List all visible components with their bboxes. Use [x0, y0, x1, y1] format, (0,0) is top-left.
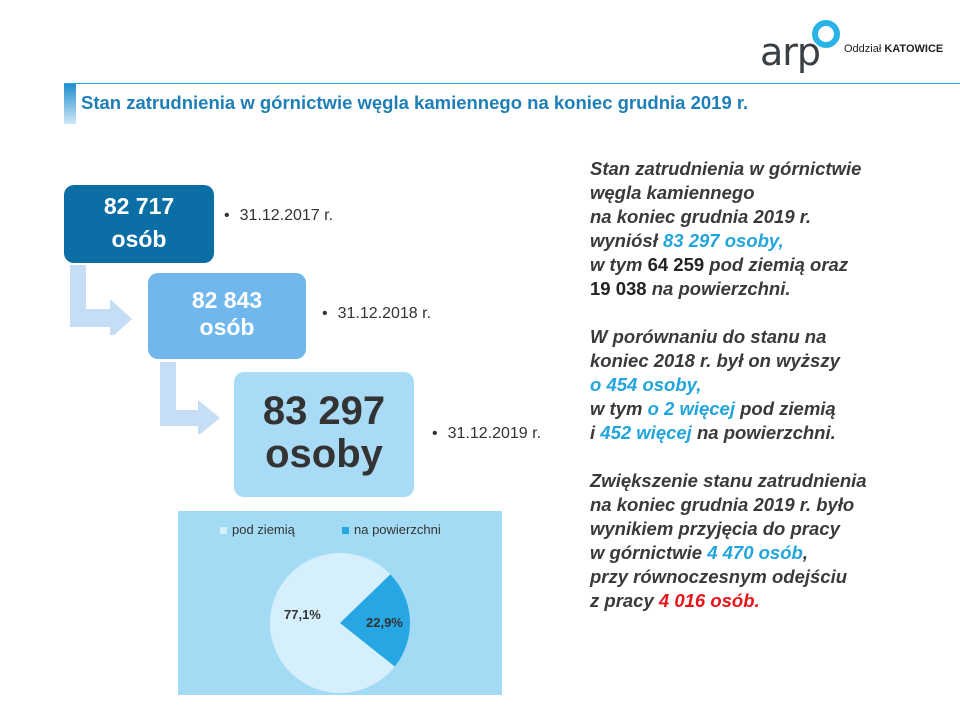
employment-2019-box — [234, 372, 414, 497]
employment-2017-box — [64, 185, 214, 263]
date-2018-label: 31.12.2018 r. — [337, 305, 432, 322]
summary-line: na koniec grudnia 2019 r. było — [590, 494, 855, 515]
highlight-total: 83 297 osoby, — [663, 230, 784, 251]
employment-2018-unit: osób — [199, 314, 255, 340]
arrow-icon — [158, 362, 222, 434]
highlight-left: 4 016 — [658, 590, 706, 611]
highlight-left-unit: osób. — [705, 590, 760, 611]
pie-label-surface: 22,9% — [366, 615, 403, 630]
text-span: pod ziemią oraz — [704, 254, 849, 275]
highlight-hired: 4 470 osób — [707, 542, 803, 563]
pie-svg — [178, 511, 502, 695]
value-underground: 64 259 — [647, 254, 705, 275]
summary-line: na koniec grudnia 2019 r. — [590, 206, 812, 227]
text-span: i — [590, 422, 601, 443]
summary-line: Stan zatrudnienia w górnictwie — [590, 158, 862, 179]
text-span: w tym — [590, 254, 648, 275]
summary-line: o 454 osoby, — [590, 374, 702, 395]
value-surface: 19 038 — [590, 278, 647, 299]
summary-line: W porównaniu do stanu na — [590, 326, 827, 347]
text-span: z pracy — [590, 590, 659, 611]
date-2018: • 31.12.2018 r. — [322, 305, 432, 322]
date-2019: • 31.12.2019 r. — [432, 425, 542, 442]
logo-brand: arp — [760, 30, 821, 74]
summary-line: węgla kamiennego — [590, 182, 755, 203]
employment-2017-value: 82 717 — [103, 193, 175, 219]
branch-city: KATOWICE — [884, 43, 944, 55]
summary-line — [590, 253, 960, 277]
date-2017-label: 31.12.2017 r. — [239, 207, 334, 224]
summary-line — [590, 589, 960, 613]
text-span: wyniósł — [590, 230, 663, 251]
text-span: na powierzchni. — [646, 278, 791, 299]
legend-label: na powierzchni — [354, 522, 441, 537]
text-span: na powierzchni. — [691, 422, 836, 443]
page-title: Stan zatrudnienia w górnictwie węgla kamiennego na koniec grudnia 2019 r. — [81, 92, 749, 113]
text-span: , — [802, 542, 808, 563]
summary-line — [590, 541, 960, 565]
summary-line: przy równoczesnym odejściu — [590, 566, 848, 587]
branch-prefix: Oddział — [844, 43, 882, 55]
date-2019-label: 31.12.2019 r. — [447, 425, 542, 442]
header-accent-bar — [64, 84, 76, 124]
employment-2019-unit: osoby — [265, 432, 383, 476]
summary-line — [590, 277, 960, 301]
highlight-surface-diff: 452 więcej — [600, 422, 692, 443]
summary-line: Zwiększenie stanu zatrudnienia — [590, 470, 867, 491]
text-span: w tym — [590, 398, 648, 419]
employment-2019-value: 83 297 — [262, 389, 386, 433]
summary-line: wynikiem przyjęcia do pracy — [590, 518, 840, 539]
logo-ring-icon — [810, 18, 842, 50]
pie-label-underground: 77,1% — [284, 607, 321, 622]
logo-branch — [844, 43, 943, 55]
text-span: w górnictwie — [590, 542, 708, 563]
summary-line: koniec 2018 r. był on wyższy — [590, 350, 840, 371]
text-span: pod ziemią — [734, 398, 836, 419]
summary-text — [590, 157, 960, 613]
employment-2018-value: 82 843 — [191, 287, 263, 313]
arp-logo — [760, 18, 960, 74]
employment-2018-box — [148, 273, 306, 359]
legend-label: pod ziemią — [232, 522, 295, 537]
date-2017: • 31.12.2017 r. — [224, 207, 334, 224]
pie-chart — [178, 511, 502, 695]
summary-line — [590, 397, 960, 421]
arrow-icon — [62, 265, 134, 335]
header-divider — [64, 83, 960, 84]
summary-line — [590, 229, 960, 253]
employment-2017-unit: osób — [111, 226, 167, 252]
summary-line — [590, 421, 960, 445]
highlight-underground-diff: o 2 więcej — [647, 398, 735, 419]
